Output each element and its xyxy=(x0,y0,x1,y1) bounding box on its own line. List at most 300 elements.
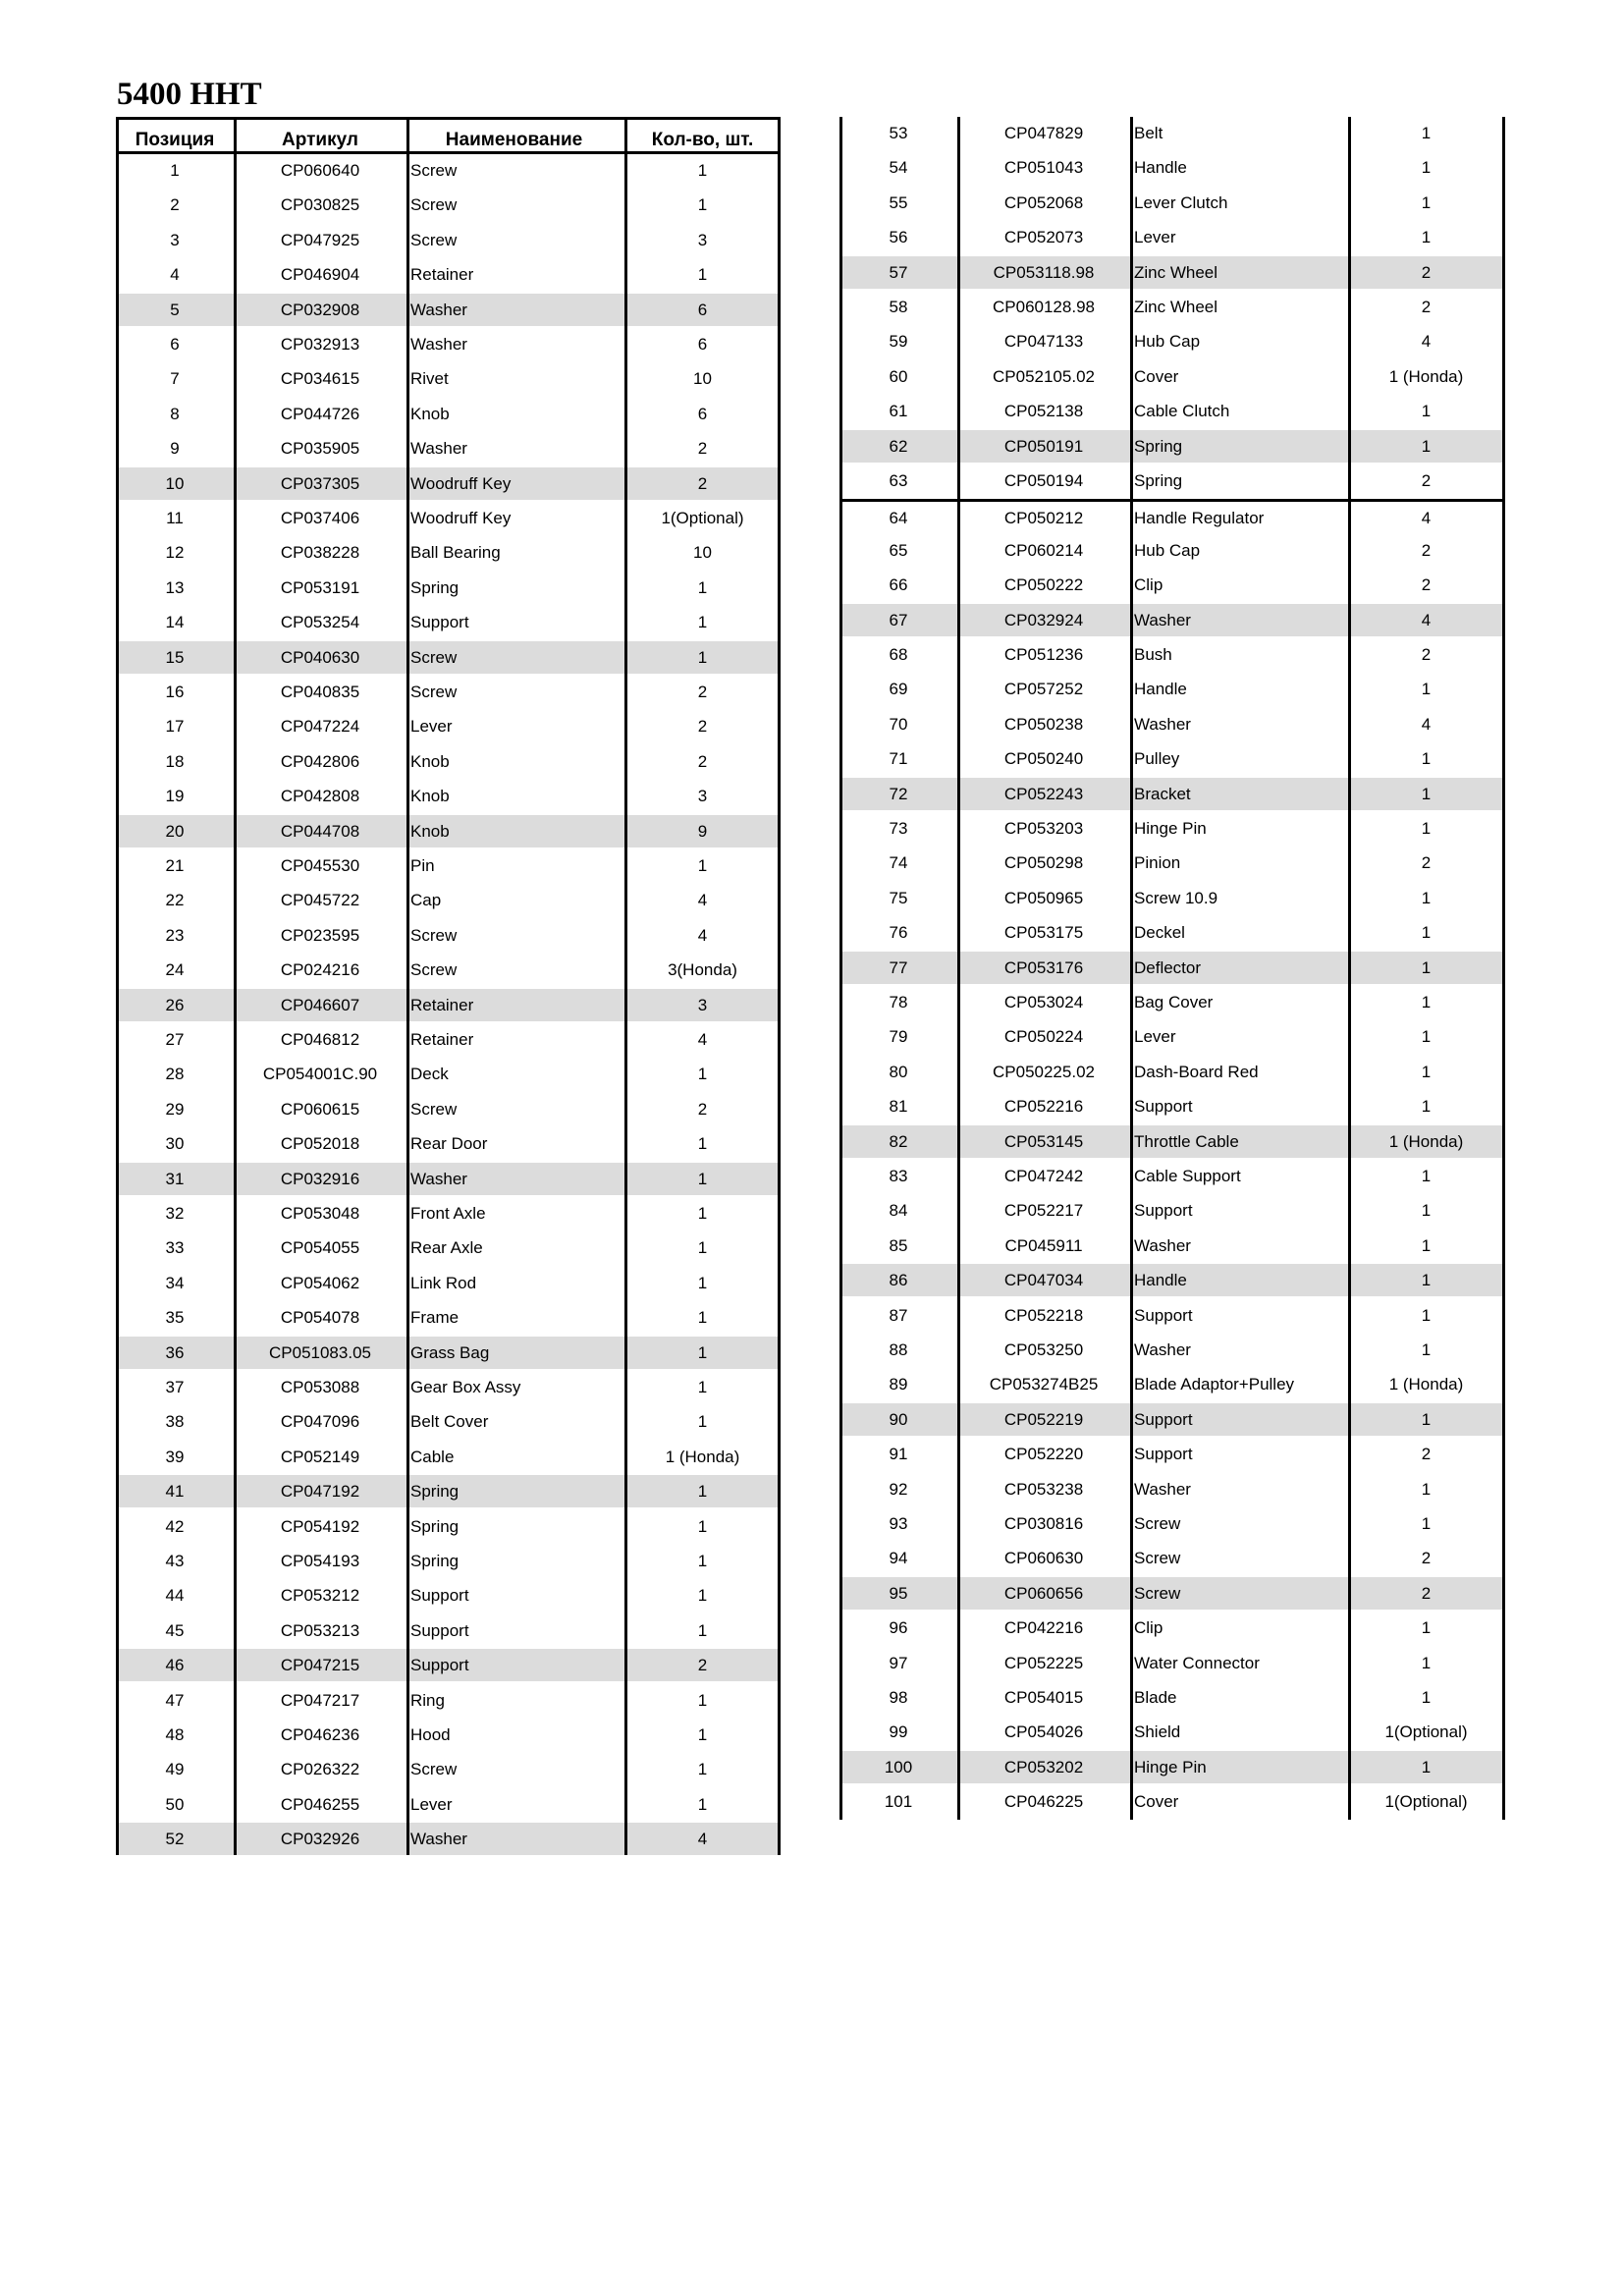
position-cell: 70 xyxy=(889,714,908,734)
table-row xyxy=(839,569,1505,601)
position-cell: 55 xyxy=(889,192,908,212)
table-row xyxy=(116,780,781,812)
position-cell: 42 xyxy=(165,1516,185,1536)
table-row xyxy=(116,1127,781,1160)
name-cell: Ring xyxy=(410,1690,445,1710)
quantity-cell: 1 xyxy=(1421,1097,1432,1117)
quantity-cell: 4 xyxy=(697,1030,708,1049)
position-cell: 19 xyxy=(165,787,185,806)
table-row xyxy=(839,1716,1505,1748)
name-cell: Support xyxy=(1134,1409,1193,1429)
name-cell: Screw xyxy=(1134,1514,1181,1533)
position-cell: 8 xyxy=(170,404,180,423)
position-cell: 100 xyxy=(884,1757,913,1777)
column-divider xyxy=(1348,117,1351,1820)
article-cell: CP053118.98 xyxy=(993,262,1095,282)
article-cell: CP024216 xyxy=(280,960,360,980)
position-cell: 94 xyxy=(889,1549,908,1568)
article-cell: CP052219 xyxy=(1003,1409,1084,1429)
position-cell: 21 xyxy=(165,856,185,875)
quantity-cell: 2 xyxy=(1421,298,1432,316)
position-cell: 90 xyxy=(889,1409,908,1429)
position-cell: 66 xyxy=(889,575,908,595)
quantity-cell: 4 xyxy=(697,1830,708,1849)
quantity-cell: 1 xyxy=(1421,1409,1432,1429)
name-cell: Water Connector xyxy=(1134,1653,1260,1672)
name-cell: Screw xyxy=(410,925,458,945)
quantity-cell: 1(Optional) xyxy=(661,509,744,527)
article-cell: CP053048 xyxy=(280,1204,360,1223)
quantity-cell: 2 xyxy=(1421,853,1432,873)
quantity-cell: 1 xyxy=(697,1620,708,1640)
quantity-cell: 1 xyxy=(1421,1201,1432,1221)
table-row xyxy=(839,465,1505,497)
table-row xyxy=(839,1020,1505,1053)
article-cell: CP042216 xyxy=(1003,1618,1084,1638)
article-cell: CP047224 xyxy=(280,717,360,737)
table-row xyxy=(116,1197,781,1230)
name-cell: Hinge Pin xyxy=(1134,1757,1207,1777)
table-row xyxy=(839,952,1505,984)
article-cell: CP046607 xyxy=(280,995,360,1014)
article-cell: CP052105.02 xyxy=(993,366,1095,386)
name-cell: Screw xyxy=(410,1760,458,1779)
article-cell: CP053202 xyxy=(1003,1757,1084,1777)
quantity-cell: 1 xyxy=(697,856,708,875)
name-cell: Retainer xyxy=(410,1030,474,1049)
table-row xyxy=(116,1545,781,1577)
article-cell: CP045722 xyxy=(280,891,360,910)
parts-table-left xyxy=(116,117,781,1855)
article-cell: CP051236 xyxy=(1003,645,1084,664)
position-cell: 76 xyxy=(889,923,908,943)
quantity-cell: 4 xyxy=(697,891,708,910)
position-cell: 56 xyxy=(889,228,908,247)
table-row xyxy=(839,1612,1505,1644)
quantity-cell: 2 xyxy=(1421,471,1432,490)
table-row xyxy=(116,919,781,952)
table-row xyxy=(839,986,1505,1018)
position-cell: 75 xyxy=(889,888,908,907)
name-cell: Screw xyxy=(410,1099,458,1119)
article-cell: CP053203 xyxy=(1003,819,1084,838)
table-header xyxy=(116,117,781,154)
article-cell: CP053176 xyxy=(1003,957,1084,977)
table-row xyxy=(116,572,781,604)
name-cell: Washer xyxy=(410,300,467,319)
name-cell: Gear Box Assy xyxy=(410,1378,521,1396)
article-cell: CP035905 xyxy=(280,439,360,459)
quantity-cell: 1 xyxy=(1421,1235,1432,1255)
article-cell: CP050191 xyxy=(1003,436,1084,456)
table-row xyxy=(839,1056,1505,1088)
article-cell: CP051083.05 xyxy=(269,1342,371,1362)
name-cell: Washer xyxy=(1134,714,1191,734)
quantity-cell: 1 xyxy=(697,1238,708,1258)
article-cell: CP040630 xyxy=(280,647,360,667)
article-cell: CP053238 xyxy=(1003,1479,1084,1499)
position-cell: 39 xyxy=(165,1447,185,1466)
column-divider xyxy=(1130,117,1133,1820)
article-cell: CP054062 xyxy=(280,1273,360,1292)
table-row xyxy=(839,812,1505,845)
table-row xyxy=(839,1473,1505,1505)
quantity-cell: 10 xyxy=(693,369,712,389)
position-cell: 64 xyxy=(889,509,908,528)
position-cell: 33 xyxy=(165,1238,185,1258)
quantity-cell: 6 xyxy=(697,404,708,423)
name-cell: Screw xyxy=(410,683,458,701)
name-cell: Screw xyxy=(410,960,458,980)
quantity-cell: 1 (Honda) xyxy=(1388,1375,1464,1394)
article-cell: CP052220 xyxy=(1003,1445,1084,1464)
name-cell: Screw 10.9 xyxy=(1134,888,1218,907)
name-cell: Spring xyxy=(410,1482,460,1502)
name-cell: Lever xyxy=(1134,228,1176,247)
article-cell: CP047133 xyxy=(1003,332,1084,352)
quantity-cell: 1 xyxy=(697,1690,708,1710)
name-cell: Handle Regulator xyxy=(1134,509,1265,528)
article-cell: CP047034 xyxy=(1003,1271,1084,1290)
table-row xyxy=(116,1719,781,1751)
position-cell: 79 xyxy=(889,1027,908,1047)
name-cell: Ball Bearing xyxy=(410,543,501,563)
quantity-cell: 1 xyxy=(697,1552,708,1570)
article-cell: CP050222 xyxy=(1003,575,1084,595)
header-article: Артикул xyxy=(282,130,358,150)
table-row xyxy=(116,1301,781,1334)
name-cell: Hub Cap xyxy=(1134,332,1201,352)
position-cell: 68 xyxy=(889,645,908,664)
name-cell: Blade xyxy=(1134,1688,1177,1707)
article-cell: CP052068 xyxy=(1003,192,1084,212)
column-divider xyxy=(234,117,237,1855)
quantity-cell: 1 xyxy=(1421,749,1432,769)
name-cell: Lever xyxy=(410,717,453,737)
article-cell: CP054193 xyxy=(280,1552,360,1570)
position-cell: 59 xyxy=(889,332,908,352)
quantity-cell: 2 xyxy=(697,473,708,493)
table-row xyxy=(839,778,1505,810)
column-divider xyxy=(116,117,119,1855)
table-row xyxy=(116,1405,781,1438)
table-row xyxy=(116,1753,781,1785)
article-cell: CP052149 xyxy=(280,1447,360,1466)
header-quantity: Кол-во, шт. xyxy=(651,130,754,150)
name-cell: Rivet xyxy=(410,369,449,389)
quantity-cell: 1 xyxy=(1421,888,1432,907)
name-cell: Dash-Board Red xyxy=(1134,1062,1259,1081)
name-cell: Blade Adaptor+Pulley xyxy=(1134,1375,1295,1394)
article-cell: CP053024 xyxy=(1003,993,1084,1011)
table-row xyxy=(839,117,1505,149)
name-cell: Handle xyxy=(1134,158,1187,178)
table-row xyxy=(116,676,781,708)
article-cell: CP050194 xyxy=(1003,471,1084,490)
quantity-cell: 4 xyxy=(697,925,708,945)
quantity-cell: 1 (Honda) xyxy=(665,1447,740,1466)
table-row xyxy=(116,954,781,986)
position-cell: 54 xyxy=(889,158,908,178)
table-row xyxy=(116,884,781,916)
name-cell: Lever xyxy=(410,1794,453,1814)
quantity-cell: 1 xyxy=(1421,402,1432,421)
table-row xyxy=(839,1194,1505,1227)
name-cell: Knob xyxy=(410,751,450,771)
table-row xyxy=(839,1403,1505,1436)
quantity-cell: 1 xyxy=(697,577,708,597)
quantity-cell: 2 xyxy=(1421,645,1432,664)
table-row xyxy=(116,1649,781,1681)
article-cell: CP050238 xyxy=(1003,714,1084,734)
table-row xyxy=(839,1681,1505,1714)
table-row xyxy=(116,189,781,221)
table-row xyxy=(839,673,1505,705)
table-row xyxy=(839,742,1505,775)
name-cell: Rear Axle xyxy=(410,1238,483,1258)
table-row xyxy=(839,1785,1505,1818)
position-cell: 35 xyxy=(165,1308,185,1328)
position-cell: 73 xyxy=(889,819,908,838)
position-cell: 101 xyxy=(884,1792,913,1812)
position-cell: 28 xyxy=(165,1065,185,1084)
table-row xyxy=(839,916,1505,949)
article-cell: CP054026 xyxy=(1003,1722,1084,1742)
article-cell: CP042806 xyxy=(280,751,360,771)
name-cell: Frame xyxy=(410,1308,460,1328)
quantity-cell: 1 xyxy=(1421,1027,1432,1047)
article-cell: CP038228 xyxy=(280,543,360,563)
article-cell: CP047242 xyxy=(1003,1167,1084,1185)
quantity-cell: 1 xyxy=(697,1169,708,1188)
position-cell: 22 xyxy=(165,891,185,910)
name-cell: Screw xyxy=(410,647,458,667)
quantity-cell: 1 xyxy=(1421,192,1432,212)
position-cell: 1 xyxy=(170,161,180,180)
position-cell: 34 xyxy=(165,1273,185,1292)
name-cell: Bag Cover xyxy=(1134,993,1214,1011)
position-cell: 49 xyxy=(165,1760,185,1779)
article-cell: CP050224 xyxy=(1003,1027,1084,1047)
article-cell: CP060640 xyxy=(280,161,360,180)
position-cell: 85 xyxy=(889,1235,908,1255)
table-row xyxy=(839,847,1505,879)
name-cell: Cover xyxy=(1134,1792,1179,1812)
table-row xyxy=(839,325,1505,357)
article-cell: CP050965 xyxy=(1003,888,1084,907)
quantity-cell: 4 xyxy=(1421,714,1432,734)
quantity-cell: 3(Honda) xyxy=(668,960,737,980)
table-row xyxy=(839,1542,1505,1574)
quantity-cell: 1 xyxy=(1421,1062,1432,1081)
name-cell: Hood xyxy=(410,1725,451,1744)
table-row xyxy=(116,224,781,256)
name-cell: Grass Bag xyxy=(410,1342,490,1362)
quantity-cell: 1 xyxy=(697,1516,708,1536)
table-row xyxy=(116,1093,781,1125)
quantity-cell: 1 xyxy=(1421,228,1432,247)
quantity-cell: 1 xyxy=(697,1204,708,1223)
article-cell: CP046236 xyxy=(280,1725,360,1744)
position-cell: 31 xyxy=(165,1169,185,1188)
name-cell: Spring xyxy=(410,1516,460,1536)
quantity-cell: 2 xyxy=(1421,540,1432,560)
table-row xyxy=(116,362,781,395)
table-row xyxy=(116,710,781,742)
article-cell: CP053250 xyxy=(1003,1340,1084,1359)
name-cell: Lever Clutch xyxy=(1134,192,1228,212)
article-cell: CP046225 xyxy=(1003,1792,1084,1812)
header-name: Наименование xyxy=(445,130,583,150)
position-cell: 69 xyxy=(889,680,908,699)
quantity-cell: 1 xyxy=(697,1482,708,1502)
name-cell: Front Axle xyxy=(410,1204,486,1223)
position-cell: 58 xyxy=(889,298,908,316)
article-cell: CP053274B25 xyxy=(989,1375,1099,1394)
article-cell: CP052018 xyxy=(280,1134,360,1154)
quantity-cell: 1 xyxy=(1421,1757,1432,1777)
position-cell: 37 xyxy=(165,1378,185,1396)
article-cell: CP047192 xyxy=(280,1482,360,1502)
quantity-cell: 1 xyxy=(697,1412,708,1432)
name-cell: Spring xyxy=(410,1552,460,1570)
name-cell: Bush xyxy=(1134,645,1172,664)
position-cell: 61 xyxy=(889,402,908,421)
quantity-cell: 1 xyxy=(697,1378,708,1396)
table-row xyxy=(116,989,781,1021)
article-cell: CP060128.98 xyxy=(993,298,1095,316)
position-cell: 84 xyxy=(889,1201,908,1221)
quantity-cell: 1 xyxy=(1421,1340,1432,1359)
quantity-cell: 1(Optional) xyxy=(1384,1722,1468,1742)
name-cell: Pinion xyxy=(1134,853,1181,873)
name-cell: Throttle Cable xyxy=(1134,1131,1239,1151)
quantity-cell: 2 xyxy=(1421,1549,1432,1568)
table-row xyxy=(839,360,1505,393)
name-cell: Screw xyxy=(410,195,458,215)
quantity-cell: 1 xyxy=(1421,993,1432,1011)
position-cell: 65 xyxy=(889,540,908,560)
quantity-cell: 1 xyxy=(1421,1688,1432,1707)
table-row xyxy=(116,1684,781,1717)
name-cell: Washer xyxy=(410,439,467,459)
position-cell: 26 xyxy=(165,995,185,1014)
name-cell: Support xyxy=(410,1620,469,1640)
position-cell: 53 xyxy=(889,124,908,142)
name-cell: Cable Support xyxy=(1134,1167,1241,1185)
quantity-cell: 6 xyxy=(697,300,708,319)
name-cell: Support xyxy=(1134,1445,1193,1464)
name-cell: Handle xyxy=(1134,680,1187,699)
position-cell: 11 xyxy=(166,509,184,527)
article-cell: CP050225.02 xyxy=(993,1062,1095,1081)
table-row xyxy=(116,1058,781,1090)
table-row xyxy=(116,641,781,674)
quantity-cell: 1 xyxy=(697,1134,708,1154)
table-row xyxy=(839,395,1505,427)
table-row xyxy=(839,1160,1505,1192)
position-cell: 7 xyxy=(170,369,180,389)
article-cell: CP053175 xyxy=(1003,923,1084,943)
name-cell: Belt Cover xyxy=(410,1412,489,1432)
table-row xyxy=(839,151,1505,184)
quantity-cell: 1 xyxy=(697,1586,708,1606)
name-cell: Knob xyxy=(410,404,450,423)
quantity-cell: 2 xyxy=(697,439,708,459)
table-row xyxy=(116,1023,781,1056)
name-cell: Zinc Wheel xyxy=(1134,298,1218,316)
position-cell: 43 xyxy=(165,1552,185,1570)
article-cell: CP050298 xyxy=(1003,853,1084,873)
table-row xyxy=(116,815,781,847)
quantity-cell: 1 (Honda) xyxy=(1388,1131,1464,1151)
article-cell: CP050240 xyxy=(1003,749,1084,769)
article-cell: CP053145 xyxy=(1003,1131,1084,1151)
name-cell: Screw xyxy=(1134,1549,1181,1568)
article-cell: CP053088 xyxy=(280,1378,360,1396)
table-row xyxy=(839,1647,1505,1679)
article-cell: CP052217 xyxy=(1003,1201,1084,1221)
article-cell: CP047096 xyxy=(280,1412,360,1432)
quantity-cell: 1 xyxy=(1421,158,1432,178)
article-cell: CP060656 xyxy=(1003,1583,1084,1603)
table-row xyxy=(839,1230,1505,1262)
name-cell: Support xyxy=(1134,1201,1193,1221)
name-cell: Cap xyxy=(410,891,442,910)
table-row xyxy=(839,1264,1505,1296)
quantity-cell: 1 xyxy=(1421,1271,1432,1290)
quantity-cell: 1 xyxy=(697,1725,708,1744)
position-cell: 62 xyxy=(889,436,908,456)
article-cell: CP054015 xyxy=(1003,1688,1084,1707)
article-cell: CP052243 xyxy=(1003,784,1084,803)
position-cell: 38 xyxy=(165,1412,185,1432)
article-cell: CP053213 xyxy=(280,1620,360,1640)
name-cell: Pulley xyxy=(1134,749,1180,769)
position-cell: 57 xyxy=(889,262,908,282)
quantity-cell: 2 xyxy=(697,717,708,737)
column-divider xyxy=(1502,117,1505,1820)
position-cell: 17 xyxy=(165,717,185,737)
article-cell: CP050212 xyxy=(1003,509,1084,528)
quantity-cell: 1 xyxy=(1421,1653,1432,1672)
position-cell: 47 xyxy=(165,1690,185,1710)
quantity-cell: 2 xyxy=(1421,262,1432,282)
article-cell: CP032924 xyxy=(1003,610,1084,629)
article-cell: CP047217 xyxy=(280,1690,360,1710)
article-cell: CP054192 xyxy=(280,1516,360,1536)
name-cell: Deckel xyxy=(1134,923,1185,943)
name-cell: Lever xyxy=(1134,1027,1176,1047)
column-divider xyxy=(839,117,842,1820)
name-cell: Screw xyxy=(1134,1583,1181,1603)
table-row xyxy=(116,1579,781,1612)
name-cell: Cable xyxy=(410,1447,455,1466)
name-cell: Spring xyxy=(410,577,460,597)
position-cell: 5 xyxy=(170,300,180,319)
position-cell: 48 xyxy=(165,1725,185,1744)
name-cell: Pin xyxy=(410,856,435,875)
table-row xyxy=(116,1475,781,1507)
name-cell: Shield xyxy=(1134,1722,1181,1742)
position-cell: 15 xyxy=(165,647,185,667)
name-cell: Support xyxy=(1134,1305,1193,1325)
position-cell: 41 xyxy=(165,1482,185,1502)
name-cell: Spring xyxy=(1134,471,1183,490)
quantity-cell: 1 xyxy=(697,195,708,215)
quantity-cell: 1 xyxy=(697,1342,708,1362)
table-row xyxy=(839,1334,1505,1366)
